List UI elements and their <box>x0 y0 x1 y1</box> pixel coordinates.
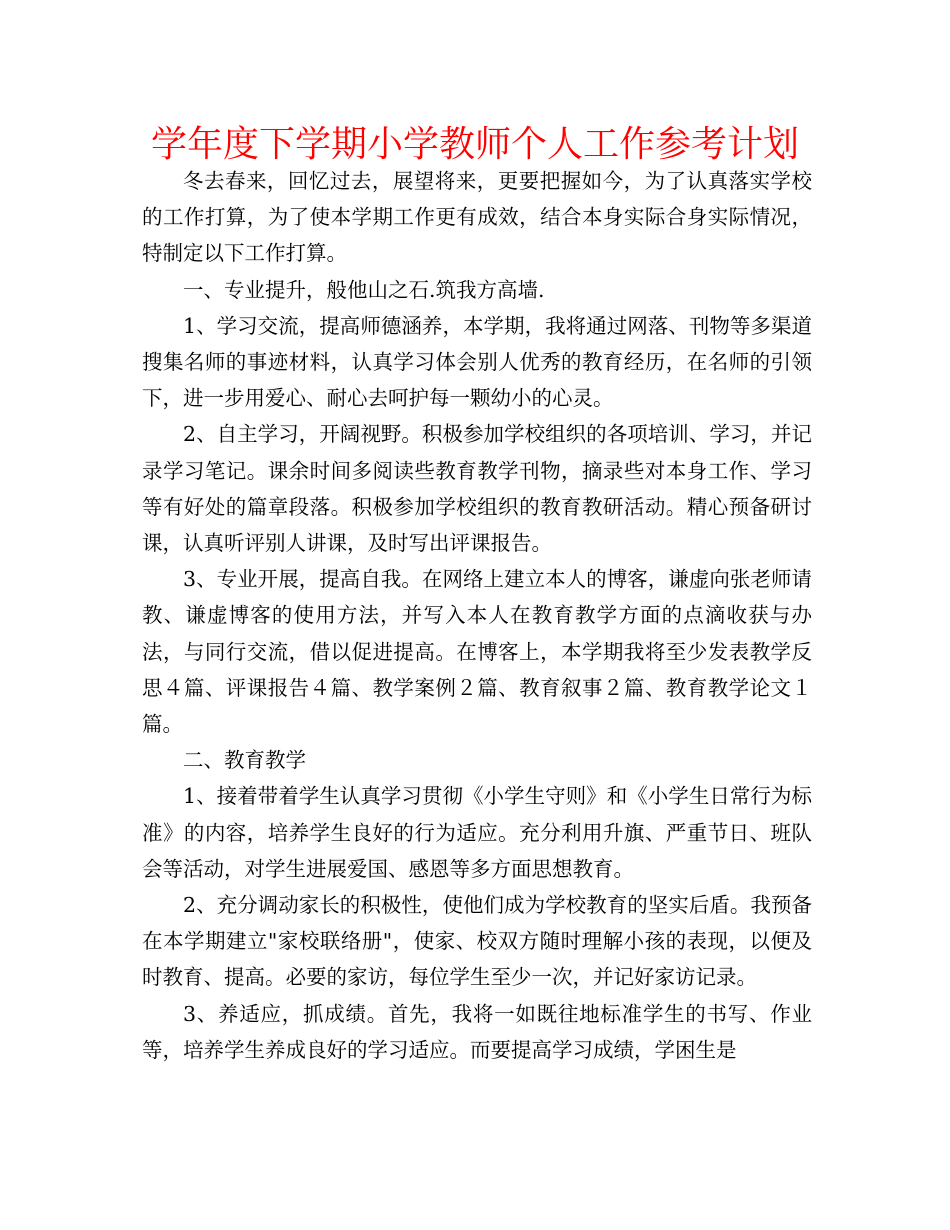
paragraph-intro: 冬去春来，回忆过去，展望将来，更要把握如今，为了认真落实学校的工作打算，为了使本学期工作更有成效，结合本身实际合身实际情况，特制定以下工作打算。 <box>142 169 812 266</box>
section-heading-2: 二、教育教学 <box>183 748 306 773</box>
document-body <box>142 163 812 1068</box>
paragraph: 2、充分调动家长的积极性，使他们成为学校教育的坚实后盾。我预备在本学期建立"家校联络册"，使家、校双方随时理解小孩的表现，以便及时教育、提高。必要的家访，每位学生至少一次，并记好家访记录。 <box>142 893 812 990</box>
paragraph: 3、养适应，抓成绩。首先，我将一如既往地标准学生的书写、作业等，培养学生养成良好的学习适应。而要提高学习成绩，学困生是 <box>142 1001 812 1062</box>
section-heading-1: 一、专业提升，般他山之石.筑我方高墙. <box>183 277 545 302</box>
document-title: 学年度下学期小学教师个人工作参考计划 <box>150 124 799 165</box>
paragraph: 2、自主学习，开阔视野。积极参加学校组织的各项培训、学习，并记录学习笔记。课余时间多阅读些教育教学刊物，摘录些对本身工作、学习等有好处的篇章段落。积极参加学校组织的教育教研活动。精心预备研讨课，认真听评别人讲课，及时写出评课报告。 <box>142 422 812 556</box>
paragraph: 1、接着带着学生认真学习贯彻《小学生守则》和《小学生日常行为标准》的内容，培养学生良好的行为适应。充分利用升旗、严重节日、班队会等活动，对学生进展爱国、感恩等多方面思想教育。 <box>142 784 812 881</box>
paragraph: 3、专业开展，提高自我。在网络上建立本人的博客，谦虚向张老师请教、谦虚博客的使用方法，并写入本人在教育教学方面的点滴收获与办法，与同行交流，借以促进提高。在博客上，本学期我将至少发表教学反思４篇、评课报告４篇、教学案例２篇、教育叙事２篇、教育教学论文１篇。 <box>142 567 812 737</box>
paragraph: 1、学习交流，提高师德涵养，本学期，我将通过网落、刊物等多渠道搜集名师的事迹材料，认真学习体会别人优秀的教育经历，在名师的引领下，进一步用爱心、耐心去呵护每一颗幼小的心灵。 <box>142 313 812 411</box>
